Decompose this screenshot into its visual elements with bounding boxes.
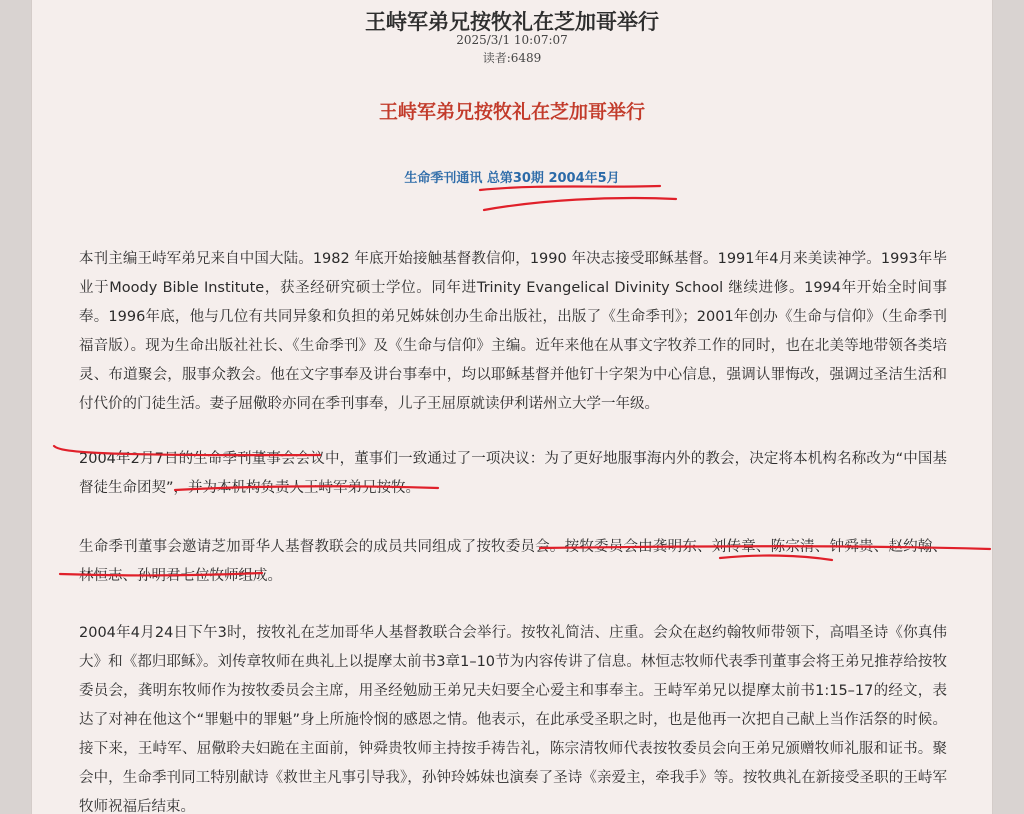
publish-datetime: 2025/3/1 10:07:07	[456, 33, 568, 47]
article-headline: 王峙军弟兄按牧礼在芝加哥举行	[378, 101, 645, 123]
paragraph-board-decision: 2004年2月7日的生命季刊董事会会议中，董事们一致通过了一项决议：为了更好地服事海内外的教会，决定将本机构名称改为“中国基督徒生命团契”，并为本机构负责人王峙军弟兄按牧。	[79, 450, 947, 496]
paragraph-committee: 生命季刊董事会邀请芝加哥华人基督教联会的成员共同组成了按牧委员会。按牧委员会由龚明东、刘传章、陈宗清、钟舜贵、赵约翰、林恒志、孙明君七位牧师组成。	[79, 538, 947, 584]
source-line: 生命季刊通讯 总第30期 2004年5月	[404, 171, 620, 186]
paragraph-biography: 本刊主编王峙军弟兄来自中国大陆。1982 年底开始接触基督教信仰，1990 年决志接受耶稣基督。1991年4月来美读神学。1993年毕业于Moody Bible Institute，获圣经研究硕士学位。同年进Trinity Evangelical Divinity School 继续进修。1994年开始全时间事奉。1996年底，他与几位有共同异象和负担的弟兄姊妹创办生命出版社，出版了《生命季刊》；2001年创办《生命与信仰》（生命季刊福音版）。现为生命出版社社长、《生命季刊》及《生命与信仰》主编。近年来他在从事文字牧养工作的同时，也在北美等地带领各类培灵、布道聚会，服事众教会。他在文字事奉及讲台事奉中，均以耶稣基督并他钉十字架为中心信息，强调认罪悔改，强调过圣洁生活和付代价的门徒生活。妻子屈儆聆亦同在季刊事奉，儿子王屈原就读伊利诺州立大学一年级。	[79, 250, 947, 412]
reader-count: 读者:6489	[482, 51, 542, 65]
article-title: 王峙军弟兄按牧礼在芝加哥举行	[365, 10, 659, 34]
paragraph-ceremony: 2004年4月24日下午3时，按牧礼在芝加哥华人基督教联合会举行。按牧礼简洁、庄重。会众在赵约翰牧师带领下，高唱圣诗《你真伟大》和《都归耶稣》。刘传章牧师在典礼上以提摩太前书3章1–10节为内容传讲了信息。林恒志牧师代表季刊董事会将王弟兄推荐给按牧委员会，龚明东牧师作为按牧委员会主席，用圣经勉励王弟兄夫妇要全心爱主和事奉主。王峙军弟兄以提摩太前书1:15–17的经文，表达了对神在他这个“罪魁中的罪魁”身上所施怜悯的感恩之情。他表示，在此承受圣职之时，也是他再一次把自己献上当作活祭的时候。接下来，王峙军、屈儆聆夫妇跪在主面前，钟舜贵牧师主持按手祷告礼，陈宗清牧师代表按牧委员会向王弟兄颁赠牧师礼服和证书。聚会中，生命季刊同工特别献诗《救世主凡事引导我》，孙钟玲姊妹也演奏了圣诗《亲爱主，牵我手》等。按牧典礼在新接受圣职的王峙军牧师祝福后结束。	[79, 624, 947, 814]
article-page	[32, 0, 992, 814]
